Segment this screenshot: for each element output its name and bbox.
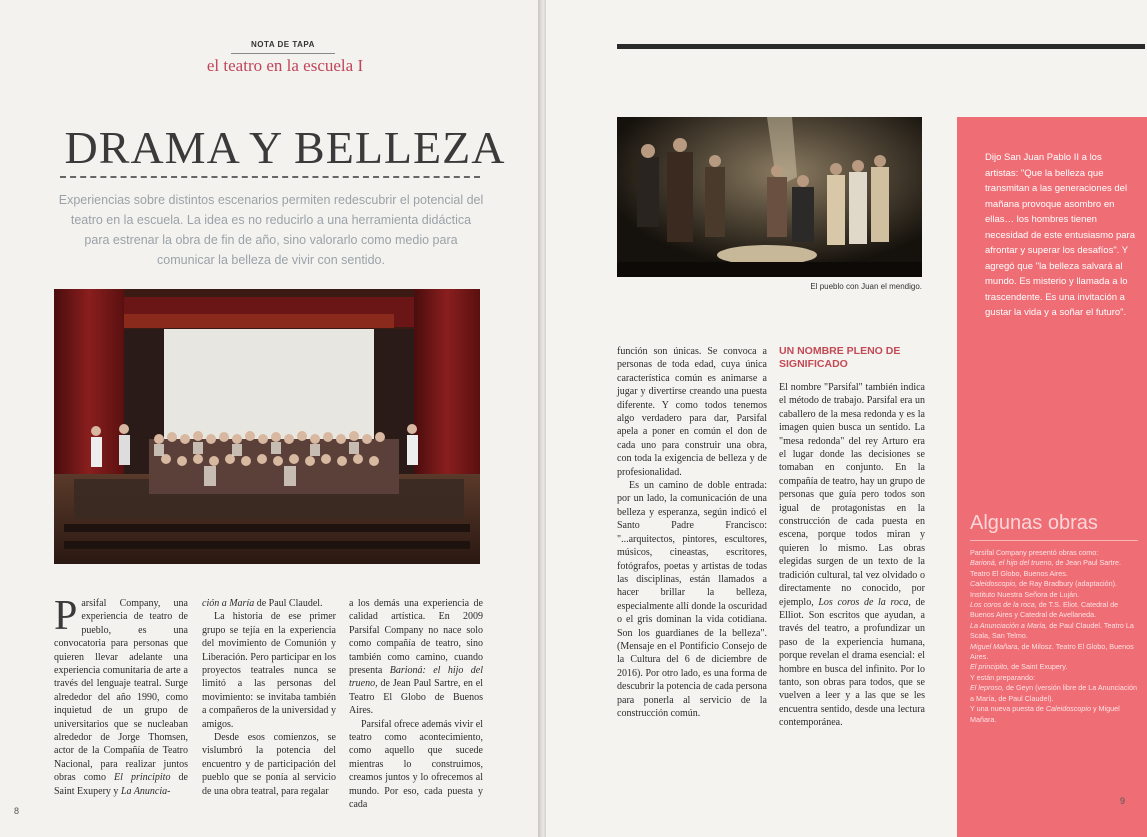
drop-cap: P xyxy=(54,593,78,639)
work-detail: de Ray Bradbury (adaptación). Instituto Nuestra Señora de Luján. xyxy=(970,579,1118,599)
work-detail: de Jean Paul Sartre. Teatro El Globo, Buenos Aires. xyxy=(970,558,1122,578)
body-column-3 xyxy=(349,597,483,812)
work-title: La Anunciación a María, xyxy=(970,620,1048,630)
work-item xyxy=(970,600,1140,621)
sidebar-quote: Dijo San Juan Pablo II a los artistas: "Que la belleza que transmitan a las generaciones del mañana provoque asombro en ellas… los hombres tienen necesidad de este entusiasmo para afrontar y superar los desafíos". Y agregó que "la belleza salvará al mundo. Es misterio y llamada a lo trascendente. Es una invitación a gustar la vida y a soñar el futuro". xyxy=(985,152,1135,318)
work-detail: de Paul Claudel. Teatro La Scala, San Telmo. xyxy=(970,620,1134,641)
work-title: Miguel Mañara, xyxy=(970,641,1020,651)
works-heading: Algunas obras xyxy=(970,512,1098,534)
body-text: arsifal Company, una experiencia de teatro de pueblo, es una convocatoria para personas que quieren llevar adelante una experiencia comunitaria de arte a través del lenguaje teatral. Surge alrededor del año 1990, como inquietud de un grupo de universitarios que se nucleaban alrededor de Jorge Thomsen, actor de la Compañía de Teatro Nacional, para realizar juntos obras como xyxy=(54,598,188,784)
body-text: El nombre "Parsifal" también indica el método de trabajo. Parsifal era un caballero de la mesa redonda y es la imagen quien busca un sentido. La "mesa redonda" del rey Arturo era el lugar donde las decisiones se tomaban en conjunto. En la compañía de teatro, hay un grupo de personas que guía pero todos son igual de protagonistas en la construcción de cada puesta en escena, porque todos miran y quieren lo mismo. Las obras elegidas surgen de un texto de la tradición cultural, tal vez olvidado o directamente no conocido, por ejemplo, xyxy=(779,382,925,608)
works-divider xyxy=(970,540,1138,541)
work-detail: de Geyn (versión libre de La Anunciación a María, de Paul Claudel). xyxy=(970,683,1138,703)
body-text: de Saint Exupery y xyxy=(54,772,188,797)
work-detail: y Miguel Mañara. xyxy=(970,704,1120,724)
work-item xyxy=(970,683,1140,704)
works-intro: Parsifal Company presentó obras como: xyxy=(970,548,1099,557)
work-title: La Anuncia- xyxy=(120,785,171,797)
section-tag: NOTA DE TAPA xyxy=(251,40,315,49)
work-item xyxy=(970,579,1140,600)
work-item xyxy=(970,662,1140,672)
body-paragraph: función son únicas. Se convoca a personas de toda edad, cuya única característica común es animarse a jugar y divertirse creando una puesta diferente. Y como todos tenemos algo verdadero para dar, Parsifal apela a poner en común el don de cada uno para construir una obra, con toda la exigencia de belleza y de profesionalidad. xyxy=(617,346,767,478)
work-title: Los coros de la roca, xyxy=(970,600,1037,610)
left-page xyxy=(0,0,540,837)
work-item xyxy=(970,621,1140,642)
stage-illustration xyxy=(54,289,480,564)
body-column-5 xyxy=(779,345,925,730)
work-title: ción a María xyxy=(202,598,255,609)
stage-scene-illustration xyxy=(617,117,922,277)
body-column-1 xyxy=(54,593,188,798)
work-title: Caleidoscopio, xyxy=(970,579,1018,589)
stage-scene-photo xyxy=(617,117,922,277)
work-detail: de Saint Exupery. xyxy=(1011,662,1068,672)
group-photo-theater-stage xyxy=(54,289,480,564)
work-title: Los coros de la roca, xyxy=(818,596,911,608)
body-paragraph: Es un camino de doble entrada: por un lado, la comunicación de una belleza y esperanza, según indicó el Santo Padre Francisco: "...arquitectos, pintores, escultores, músicos, cineastas, escritores, fotógrafos, poetas y artistas de todas las disciplinas, están llamados a hacer brillar la belleza, especialmente allí donde la oscuridad o el gris dominan la vida cotidiana. Son los guardianes de la belleza". (Mensaje en el Pontificio Consejo de la Cultura del 6 de diciembre de 2016). Por otro lado, es una forma de descubrir la potencia de cada persona para ponerla al servicio de la construcción común. xyxy=(617,480,767,719)
section-title: el teatro en la escuela I xyxy=(206,56,364,75)
body-paragraph: Desde esos comienzos, se vislumbró la potencia del encuentro y de participación del pueblo que se ponía al servicio de una obra teatral, para regalar xyxy=(202,732,336,797)
work-detail: de T.S. Eliot. Catedral de Buenos Aires y Catedral de Avellaneda. xyxy=(970,600,1119,620)
works-list xyxy=(970,548,1140,725)
headline-divider xyxy=(60,176,480,178)
body-text: a los demás una experiencia de calidad artística. En 2009 Parsifal Company no nace solo como compañía de teatro, sino también como camino, cuando presenta xyxy=(349,598,483,677)
body-paragraph: Parsifal ofrece además vivir el teatro como acontecimiento, como aquello que sucede mientras lo construimos, creamos juntos y lo ofrecemos al mundo. Por eso, cada puesta y cada xyxy=(349,718,483,811)
body-text: de Paul Claudel. xyxy=(256,598,323,609)
work-title: El principito, xyxy=(970,662,1010,672)
work-title: Barioná, el hijo del trueno, xyxy=(970,558,1054,568)
page-number: 8 xyxy=(14,806,20,816)
body-column-2 xyxy=(202,597,336,798)
work-title: El leproso, xyxy=(970,683,1004,693)
page-number: 9 xyxy=(1120,796,1126,806)
work-title: Caleidoscopio xyxy=(1045,704,1091,714)
work-prefix: Y una nueva puesta de xyxy=(970,704,1044,714)
work-title: El principito xyxy=(114,772,171,784)
work-detail: de Milosz. Teatro El Globo, Buenos Aires. xyxy=(970,641,1134,662)
body-text: de Elliot. Son escritos que ayudan, a través del teatro, a profundizar un paso de la experiencia humana, porque revelan el drama esencial: el hombre en busca del infinito. Por lo tanto, son obras para todos, que se vuelven a leer y a las que se les encuentra sentido, desde una lectura contemporánea. xyxy=(779,596,925,729)
article-headline: DRAMA Y BELLEZA xyxy=(64,122,506,173)
body-paragraph: La historia de ese primer grupo se tejía en la experiencia del movimiento de Comunión y Liberación. Pero participar en los proyectos teatrales nunca se limitó a las personas del movimiento: se invitaba también a compañeros de la universidad y amigos. xyxy=(202,611,336,730)
article-lead: Experiencias sobre distintos escenarios permiten redescubrir el potencial del teatro en la escuela. La idea es no reducirlo a una herramienta didáctica para estrenar la obra de fin de año, sino valorarlo como medio para comunicar la belleza de vivir con sentido. xyxy=(58,193,484,267)
header-bar xyxy=(617,44,1145,49)
work-item xyxy=(970,704,1140,725)
body-column-4 xyxy=(617,345,767,720)
work-title: Barioná: el hijo del trueno, xyxy=(349,665,483,690)
work-item xyxy=(970,558,1140,579)
preparing-label: Y están preparando: xyxy=(970,672,1036,682)
work-item xyxy=(970,642,1140,663)
section-tag-rule xyxy=(231,53,335,54)
photo-caption: El pueblo con Juan el mendigo. xyxy=(810,282,922,291)
section-subhead: UN NOMBRE PLENO DE SIGNIFICADO xyxy=(779,345,901,370)
body-text: de Jean Paul Sartre, en el Teatro El Globo de Buenos Aires. xyxy=(349,678,483,717)
